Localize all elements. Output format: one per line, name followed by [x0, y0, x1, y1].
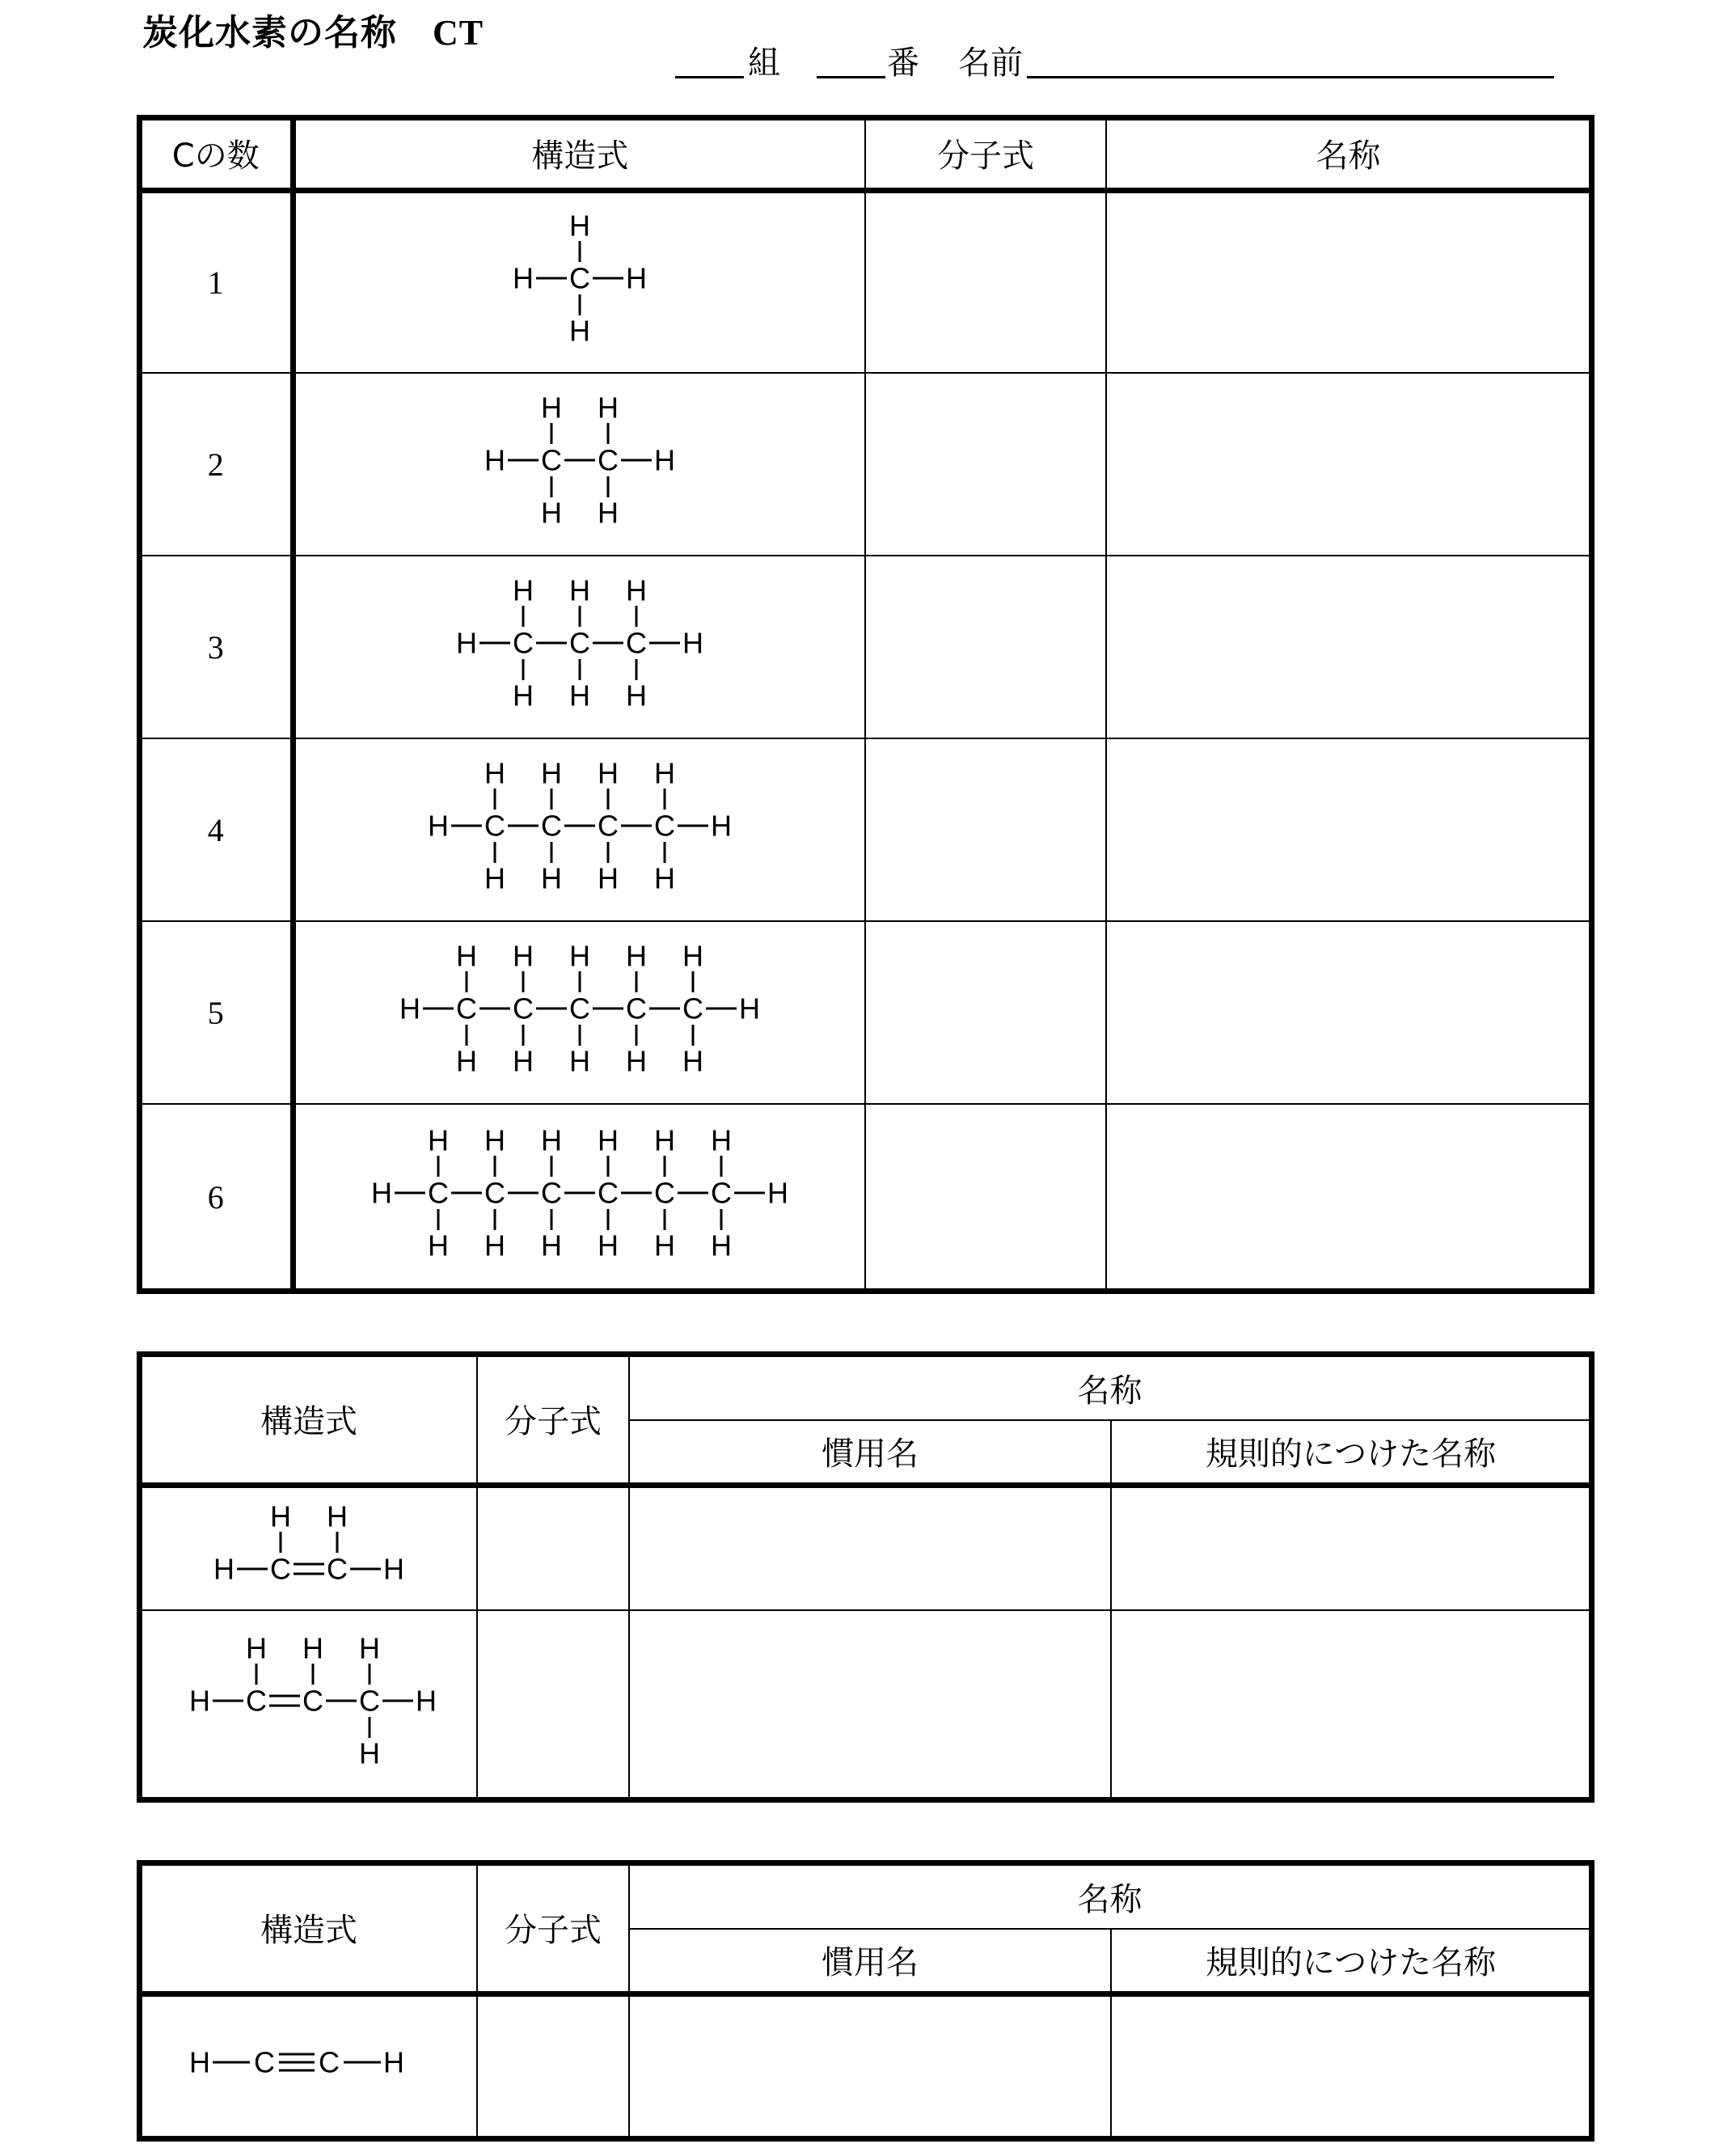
- hydrogen-atom: H: [484, 1128, 506, 1157]
- structural-formula: [422, 761, 737, 890]
- carbon-count: 3: [141, 556, 293, 738]
- title-code: CT: [433, 13, 484, 53]
- hydrogen-atom: H: [189, 2045, 210, 2079]
- hydrogen-atom: H: [598, 761, 619, 790]
- structural-formula: [204, 1488, 414, 1601]
- name-answer[interactable]: [1106, 921, 1590, 1104]
- hydrogen-atom: H: [383, 1552, 404, 1586]
- hydrogen-atom: H: [484, 1228, 506, 1258]
- header-structure: 構造式: [293, 119, 865, 190]
- carbon-atom: C: [513, 626, 534, 660]
- carbon-atom: C: [359, 1684, 380, 1717]
- header-formula: 分子式: [477, 1355, 629, 1485]
- hydrogen-atom: H: [383, 2045, 404, 2079]
- hydrogen-atom: H: [598, 395, 619, 425]
- carbon-atom: C: [654, 1176, 676, 1210]
- hydrogen-atom: H: [569, 578, 591, 607]
- formula-answer[interactable]: [865, 190, 1106, 373]
- hydrogen-atom: H: [654, 761, 676, 790]
- carbon-atom: C: [270, 1552, 291, 1586]
- carbon-count: 4: [141, 738, 293, 921]
- hydrogen-atom: H: [739, 992, 761, 1025]
- hydrogen-atom: H: [513, 261, 534, 295]
- carbon-atom: C: [569, 626, 591, 660]
- class-label: 組: [748, 44, 780, 82]
- structure-cell: [293, 556, 865, 738]
- structural-formula: [180, 2030, 438, 2095]
- alkyne-table: [140, 1863, 1591, 2138]
- hydrogen-atom: H: [399, 992, 421, 1025]
- structure-cell: [141, 1485, 477, 1610]
- carbon-atom: C: [569, 261, 591, 295]
- structural-formula: [479, 395, 681, 525]
- carbon-atom: C: [541, 443, 563, 477]
- hydrogen-atom: H: [626, 261, 648, 295]
- structural-formula: [180, 1616, 438, 1786]
- structure-cell: [293, 1104, 865, 1290]
- header-carbon-count: Cの数: [141, 119, 293, 190]
- name-label: 名前: [958, 44, 1023, 82]
- structure-cell: [293, 373, 865, 556]
- formula-answer[interactable]: [865, 1104, 1106, 1290]
- name-answer[interactable]: [1106, 556, 1590, 738]
- hydrogen-atom: H: [484, 443, 506, 477]
- structural-formula: [450, 578, 709, 708]
- hydrogen-atom: H: [371, 1176, 393, 1210]
- hydrogen-atom: H: [654, 1128, 676, 1157]
- structure-cell: [293, 738, 865, 921]
- hydrogen-atom: H: [213, 1552, 234, 1586]
- carbon-atom: C: [428, 1176, 450, 1210]
- carbon-atom: C: [254, 2045, 275, 2079]
- formula-answer[interactable]: [865, 738, 1106, 921]
- structural-formula: [365, 1128, 794, 1258]
- carbon-atom: C: [484, 1176, 506, 1210]
- carbon-count: 2: [141, 373, 293, 556]
- hydrogen-atom: H: [513, 944, 534, 973]
- carbon-atom: C: [654, 809, 676, 843]
- hydrogen-atom: H: [456, 944, 478, 973]
- alkene-table: [140, 1355, 1591, 1799]
- hydrogen-atom: H: [598, 861, 619, 890]
- header-structure: 構造式: [141, 1864, 477, 1994]
- hydrogen-atom: H: [569, 679, 591, 708]
- hydrogen-atom: H: [626, 1044, 648, 1073]
- hydrogen-atom: H: [569, 944, 591, 973]
- hydrogen-atom: H: [711, 809, 733, 843]
- class-blank[interactable]: [675, 76, 744, 78]
- hydrogen-atom: H: [654, 1228, 676, 1258]
- common-name-answer[interactable]: [629, 1485, 1111, 1610]
- hydrogen-atom: H: [682, 626, 704, 660]
- number-blank[interactable]: [817, 76, 885, 78]
- carbon-atom: C: [598, 1176, 619, 1210]
- carbon-atom: C: [541, 809, 563, 843]
- formula-answer[interactable]: [865, 556, 1106, 738]
- carbon-atom: C: [302, 1684, 323, 1717]
- structure-cell: [141, 1610, 477, 1799]
- header-name: 名称: [1106, 119, 1590, 190]
- carbon-atom: C: [246, 1684, 267, 1717]
- carbon-atom: C: [484, 809, 506, 843]
- formula-answer[interactable]: [865, 921, 1106, 1104]
- header-systematic-name: 規則的につけた名称: [1111, 1420, 1590, 1485]
- hydrogen-atom: H: [598, 1228, 619, 1258]
- header-name: 名称: [629, 1864, 1590, 1929]
- hydrogen-atom: H: [767, 1176, 789, 1210]
- hydrogen-atom: H: [711, 1128, 733, 1157]
- carbon-count: 6: [141, 1104, 293, 1290]
- hydrogen-atom: H: [541, 395, 563, 425]
- hydrogen-atom: H: [541, 761, 563, 790]
- hydrogen-atom: H: [541, 1228, 563, 1258]
- hydrogen-atom: H: [626, 578, 648, 607]
- carbon-atom: C: [569, 992, 591, 1025]
- hydrogen-atom: H: [541, 1128, 563, 1157]
- common-name-answer[interactable]: [629, 1610, 1111, 1799]
- structure-cell: [293, 190, 865, 373]
- name-answer[interactable]: [1106, 373, 1590, 556]
- structural-formula: [394, 944, 766, 1073]
- systematic-name-answer[interactable]: [1111, 1994, 1590, 2137]
- hydrogen-atom: H: [654, 861, 676, 890]
- carbon-atom: C: [319, 2045, 340, 2079]
- header-formula: 分子式: [865, 119, 1106, 190]
- carbon-atom: C: [541, 1176, 563, 1210]
- hydrogen-atom: H: [484, 861, 506, 890]
- hydrogen-atom: H: [598, 496, 619, 525]
- formula-answer[interactable]: [477, 1994, 629, 2137]
- header-structure: 構造式: [141, 1355, 477, 1485]
- hydrogen-atom: H: [541, 496, 563, 525]
- carbon-atom: C: [626, 626, 648, 660]
- formula-answer[interactable]: [477, 1610, 629, 1799]
- hydrogen-atom: H: [626, 679, 648, 708]
- hydrogen-atom: H: [270, 1499, 291, 1533]
- hydrogen-atom: H: [428, 1128, 450, 1157]
- systematic-name-answer[interactable]: [1111, 1485, 1590, 1610]
- hydrogen-atom: H: [569, 314, 591, 344]
- hydrogen-atom: H: [513, 1044, 534, 1073]
- formula-answer[interactable]: [477, 1485, 629, 1610]
- header-formula: 分子式: [477, 1864, 629, 1994]
- carbon-atom: C: [513, 992, 534, 1025]
- structure-cell: [293, 921, 865, 1104]
- carbon-count: 5: [141, 921, 293, 1104]
- hydrogen-atom: H: [302, 1631, 323, 1664]
- name-answer[interactable]: [1106, 1104, 1590, 1290]
- carbon-atom: C: [598, 809, 619, 843]
- hydrogen-atom: H: [428, 809, 450, 843]
- hydrogen-atom: H: [654, 443, 676, 477]
- page-title: [142, 3, 484, 55]
- hydrogen-atom: H: [598, 1128, 619, 1157]
- hydrogen-atom: H: [416, 1684, 437, 1717]
- hydrogen-atom: H: [327, 1499, 348, 1533]
- carbon-atom: C: [598, 443, 619, 477]
- hydrogen-atom: H: [484, 761, 506, 790]
- hydrogen-atom: H: [682, 944, 704, 973]
- systematic-name-answer[interactable]: [1111, 1610, 1590, 1799]
- name-answer[interactable]: [1106, 738, 1590, 921]
- hydrogen-atom: H: [189, 1684, 210, 1717]
- header-common-name: 慣用名: [629, 1929, 1111, 1994]
- hydrogen-atom: H: [246, 1631, 267, 1664]
- structure-cell: [141, 1994, 477, 2137]
- hydrogen-atom: H: [513, 578, 534, 607]
- hydrogen-atom: H: [456, 1044, 478, 1073]
- hydrogen-atom: H: [456, 626, 478, 660]
- hydrogen-atom: H: [359, 1736, 380, 1770]
- structural-formula: [507, 214, 653, 343]
- hydrogen-atom: H: [711, 1228, 733, 1258]
- carbon-atom: C: [682, 992, 704, 1025]
- hydrogen-atom: H: [513, 679, 534, 708]
- carbon-atom: C: [327, 1552, 348, 1586]
- name-blank[interactable]: [1027, 76, 1554, 78]
- number-label: 番: [887, 44, 919, 82]
- hydrogen-atom: H: [569, 1044, 591, 1073]
- hydrogen-atom: H: [569, 214, 591, 243]
- header-common-name: 慣用名: [629, 1420, 1111, 1485]
- hydrogen-atom: H: [541, 861, 563, 890]
- carbon-count: 1: [141, 190, 293, 373]
- carbon-atom: C: [626, 992, 648, 1025]
- carbon-atom: C: [456, 992, 478, 1025]
- name-answer[interactable]: [1106, 190, 1590, 373]
- formula-answer[interactable]: [865, 373, 1106, 556]
- hydrogen-atom: H: [359, 1631, 380, 1664]
- common-name-answer[interactable]: [629, 1994, 1111, 2137]
- carbon-atom: C: [711, 1176, 733, 1210]
- hydrogen-atom: H: [682, 1044, 704, 1073]
- header-systematic-name: 規則的につけた名称: [1111, 1929, 1590, 1994]
- header-name: 名称: [629, 1355, 1590, 1420]
- title-text: 炭化水素の名称: [142, 12, 397, 53]
- hydrogen-atom: H: [626, 944, 648, 973]
- alkane-table: [140, 118, 1591, 1291]
- hydrogen-atom: H: [428, 1228, 450, 1258]
